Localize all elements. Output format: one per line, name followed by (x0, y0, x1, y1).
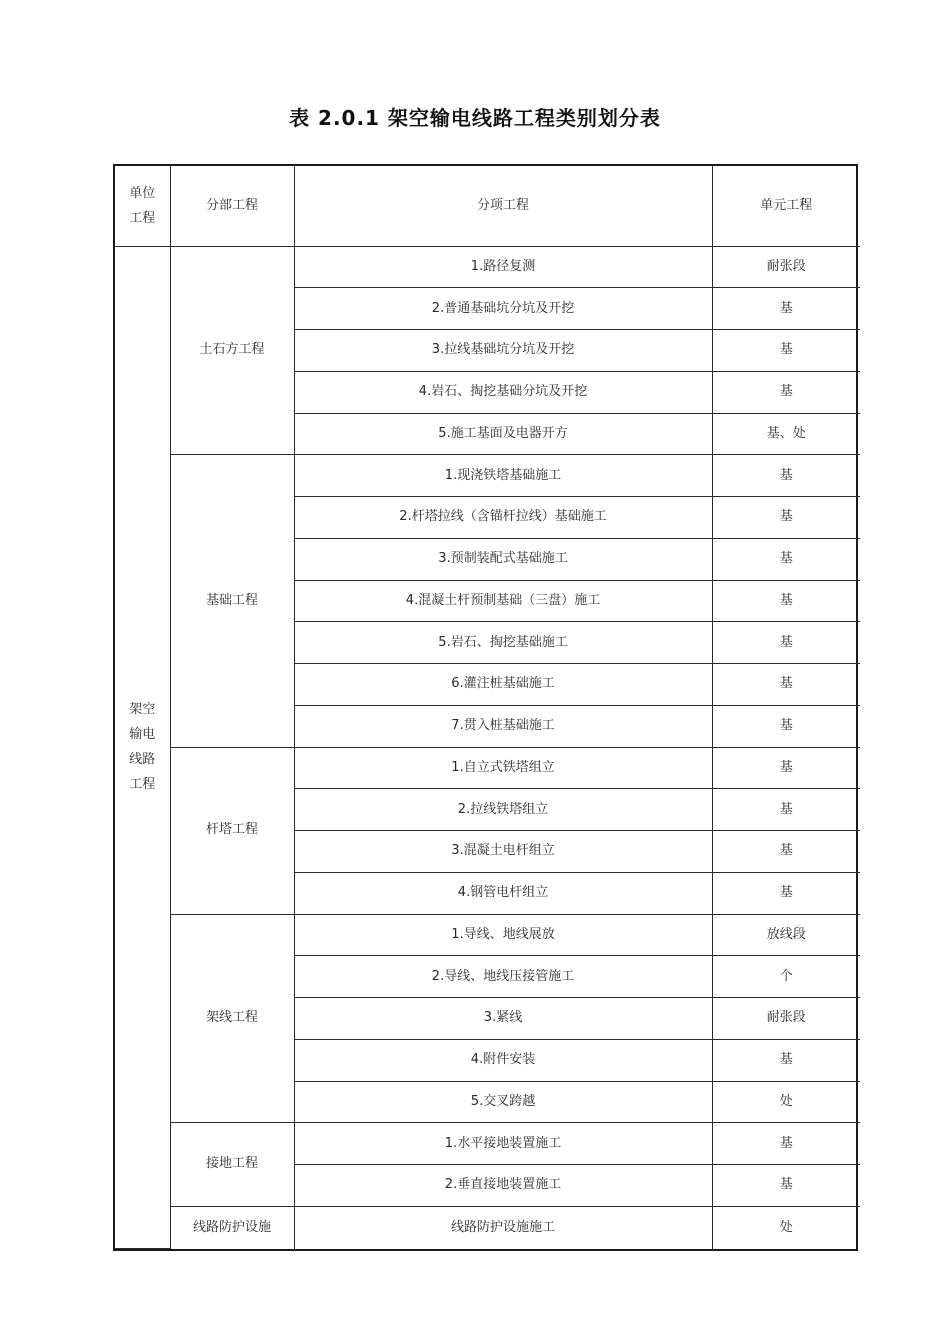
division-project-cell: 土石方工程 (170, 246, 294, 455)
element-project-cell: 基 (712, 622, 860, 664)
element-project-cell: 基 (712, 1039, 860, 1081)
element-project-cell: 基 (712, 789, 860, 831)
header-row (115, 166, 860, 246)
classification-table (115, 166, 860, 1249)
table-row (115, 914, 860, 956)
element-project-cell: 基 (712, 831, 860, 873)
unit-project-line: 输电 (129, 727, 156, 743)
element-project-cell: 基、处 (712, 413, 860, 455)
item-project-cell: 6.灌注桩基础施工 (294, 664, 712, 706)
item-project-cell: 3.拉线基础坑分坑及开挖 (294, 330, 712, 372)
element-project-cell: 基 (712, 1123, 860, 1165)
unit-project-line: 工程 (129, 777, 156, 793)
division-project-cell: 接地工程 (170, 1123, 294, 1207)
element-project-cell: 基 (712, 747, 860, 789)
division-project-cell: 基础工程 (170, 455, 294, 747)
element-project-cell: 基 (712, 580, 860, 622)
header-unit-line2: 工程 (129, 210, 156, 226)
element-project-cell: 个 (712, 956, 860, 998)
element-project-cell: 处 (712, 1206, 860, 1248)
item-project-cell: 2.导线、地线压接管施工 (294, 956, 712, 998)
element-project-cell: 基 (712, 288, 860, 330)
element-project-cell: 基 (712, 497, 860, 539)
element-project-cell: 基 (712, 371, 860, 413)
table-row (115, 1123, 860, 1165)
item-project-cell: 4.岩石、掏挖基础分坑及开挖 (294, 371, 712, 413)
item-project-cell: 2.垂直接地装置施工 (294, 1165, 712, 1207)
item-project-cell: 线路防护设施施工 (294, 1206, 712, 1248)
table-row (115, 455, 860, 497)
item-project-cell: 3.紧线 (294, 998, 712, 1040)
table-body (115, 166, 860, 1249)
item-project-cell: 2.普通基础坑分坑及开挖 (294, 288, 712, 330)
element-project-cell: 基 (712, 705, 860, 747)
item-project-cell: 5.岩石、掏挖基础施工 (294, 622, 712, 664)
item-project-cell: 4.钢管电杆组立 (294, 872, 712, 914)
item-project-cell: 1.水平接地装置施工 (294, 1123, 712, 1165)
element-project-cell: 基 (712, 664, 860, 706)
item-project-cell: 5.施工基面及电器开方 (294, 413, 712, 455)
division-project-cell: 杆塔工程 (170, 747, 294, 914)
element-project-cell: 耐张段 (712, 246, 860, 288)
division-project-cell: 线路防护设施 (170, 1206, 294, 1248)
page-title: 表 2.0.1 架空输电线路工程类别划分表 (289, 106, 661, 130)
header-item-project: 分项工程 (294, 166, 712, 246)
element-project-cell: 基 (712, 872, 860, 914)
item-project-cell: 2.拉线铁塔组立 (294, 789, 712, 831)
element-project-cell: 基 (712, 330, 860, 372)
unit-project-cell (115, 246, 170, 1248)
unit-project-line: 架空 (129, 702, 156, 718)
item-project-cell: 1.路径复测 (294, 246, 712, 288)
header-unit-line1: 单位 (129, 185, 156, 201)
unit-project-line: 线路 (129, 752, 156, 768)
element-project-cell: 基 (712, 1165, 860, 1207)
division-project-cell: 架线工程 (170, 914, 294, 1123)
table-row (115, 246, 860, 288)
item-project-cell: 7.贯入桩基础施工 (294, 705, 712, 747)
item-project-cell: 3.混凝土电杆组立 (294, 831, 712, 873)
header-division-project: 分部工程 (170, 166, 294, 246)
item-project-cell: 2.杆塔拉线（含锚杆拉线）基础施工 (294, 497, 712, 539)
item-project-cell: 3.预制装配式基础施工 (294, 538, 712, 580)
item-project-cell: 1.导线、地线展放 (294, 914, 712, 956)
element-project-cell: 放线段 (712, 914, 860, 956)
item-project-cell: 4.附件安装 (294, 1039, 712, 1081)
item-project-cell: 4.混凝土杆预制基础（三盘）施工 (294, 580, 712, 622)
classification-table-frame (113, 164, 858, 1251)
element-project-cell: 耐张段 (712, 998, 860, 1040)
header-element-project: 单元工程 (712, 166, 860, 246)
header-unit-project (115, 166, 170, 246)
element-project-cell: 基 (712, 538, 860, 580)
table-row (115, 1206, 860, 1248)
item-project-cell: 5.交叉跨越 (294, 1081, 712, 1123)
element-project-cell: 处 (712, 1081, 860, 1123)
item-project-cell: 1.自立式铁塔组立 (294, 747, 712, 789)
element-project-cell: 基 (712, 455, 860, 497)
table-row (115, 747, 860, 789)
item-project-cell: 1.现浇铁塔基础施工 (294, 455, 712, 497)
